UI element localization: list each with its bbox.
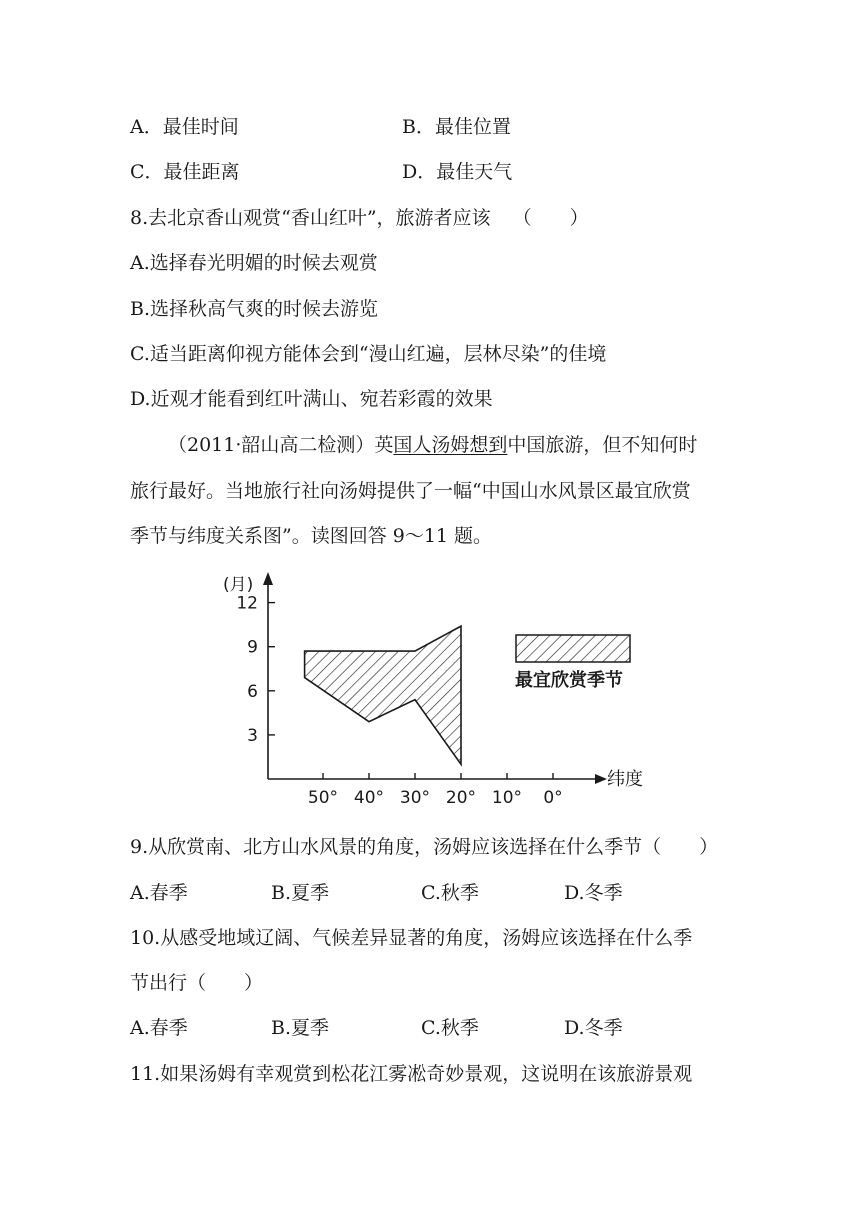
y-tick-label: 6 bbox=[247, 681, 258, 702]
intro-line-2: 旅行最好。当地旅行社向汤姆提供了一幅“中国山水风景区最宜欣赏 bbox=[130, 480, 691, 502]
q10-option-a: A.春季 bbox=[130, 1017, 188, 1039]
season-latitude-chart bbox=[195, 560, 675, 810]
q7-option-a: A．最佳时间 bbox=[130, 116, 239, 138]
chart-y-label: (月) bbox=[223, 575, 254, 595]
q9-option-d: D.冬季 bbox=[564, 882, 623, 904]
q8-option-c: C.适当距离仰视方能体会到“漫山红遍，层林尽染”的佳境 bbox=[130, 343, 607, 365]
x-tick-label: 40° bbox=[353, 788, 385, 808]
q7-option-d: D．最佳天气 bbox=[402, 161, 513, 183]
chart-area-best-season bbox=[305, 626, 461, 764]
q9-stem: 9.从欣赏南、北方山水风景的角度，汤姆应该选择在什么季节（ ） bbox=[130, 836, 719, 858]
q8-stem-text: 8.去北京香山观赏“香山红叶”，旅游者应该 bbox=[130, 207, 491, 229]
x-tick-label: 10° bbox=[491, 788, 523, 808]
chart-y-ticks bbox=[236, 594, 275, 746]
q10-stem-line-1: 10.从感受地域辽阔、气候差异显著的角度，汤姆应该选择在什么季 bbox=[130, 927, 693, 949]
intro-suffix: 中国旅游，但不知何时 bbox=[507, 434, 698, 456]
y-tick-label: 12 bbox=[236, 593, 258, 614]
q10-option-c: C.秋季 bbox=[421, 1017, 479, 1039]
y-tick-label: 3 bbox=[247, 725, 258, 746]
q8-option-b: B.选择秋高气爽的时候去游览 bbox=[130, 298, 379, 320]
q8-stem bbox=[130, 205, 589, 231]
intro-line-3: 季节与纬度关系图”。读图回答 9～11 题。 bbox=[130, 525, 493, 547]
chart-x-label: 纬度 bbox=[607, 769, 643, 790]
x-tick-label: 30° bbox=[399, 788, 431, 808]
q9-option-c: C.秋季 bbox=[421, 882, 479, 904]
intro-line-1 bbox=[168, 432, 697, 458]
x-axis-arrow bbox=[595, 774, 607, 784]
q10-option-b: B.夏季 bbox=[271, 1017, 330, 1039]
x-tick-label: 0° bbox=[543, 788, 563, 808]
chart-area-layer bbox=[305, 626, 461, 764]
q9-option-b: B.夏季 bbox=[271, 882, 330, 904]
q10-option-d: D.冬季 bbox=[564, 1017, 623, 1039]
q9-option-a: A.春季 bbox=[130, 882, 188, 904]
intro-underlined: 国人汤姆想到 bbox=[393, 434, 508, 456]
q7-option-c: C．最佳距离 bbox=[130, 161, 240, 183]
q8-option-d: D.近观才能看到红叶满山、宛若彩霞的效果 bbox=[130, 388, 493, 410]
x-tick-label: 20° bbox=[445, 788, 477, 808]
y-axis-arrow bbox=[263, 572, 273, 585]
q8-option-a: A.选择春光明媚的时候去观赏 bbox=[130, 252, 378, 274]
intro-prefix: （2011·韶山高二检测）英 bbox=[168, 434, 394, 456]
x-tick-label: 50° bbox=[307, 788, 339, 808]
q11-stem: 11.如果汤姆有幸观赏到松花江雾凇奇妙景观，这说明在该旅游景观 bbox=[130, 1063, 693, 1085]
q10-stem-line-2: 节出行（ ） bbox=[130, 972, 264, 994]
q7-option-b: B．最佳位置 bbox=[402, 116, 511, 138]
chart-legend-label: 最宜欣赏季节 bbox=[515, 670, 623, 691]
q8-answer-paren: （ ） bbox=[512, 207, 589, 229]
chart-legend-swatch bbox=[516, 635, 630, 662]
y-tick-label: 9 bbox=[247, 637, 258, 658]
